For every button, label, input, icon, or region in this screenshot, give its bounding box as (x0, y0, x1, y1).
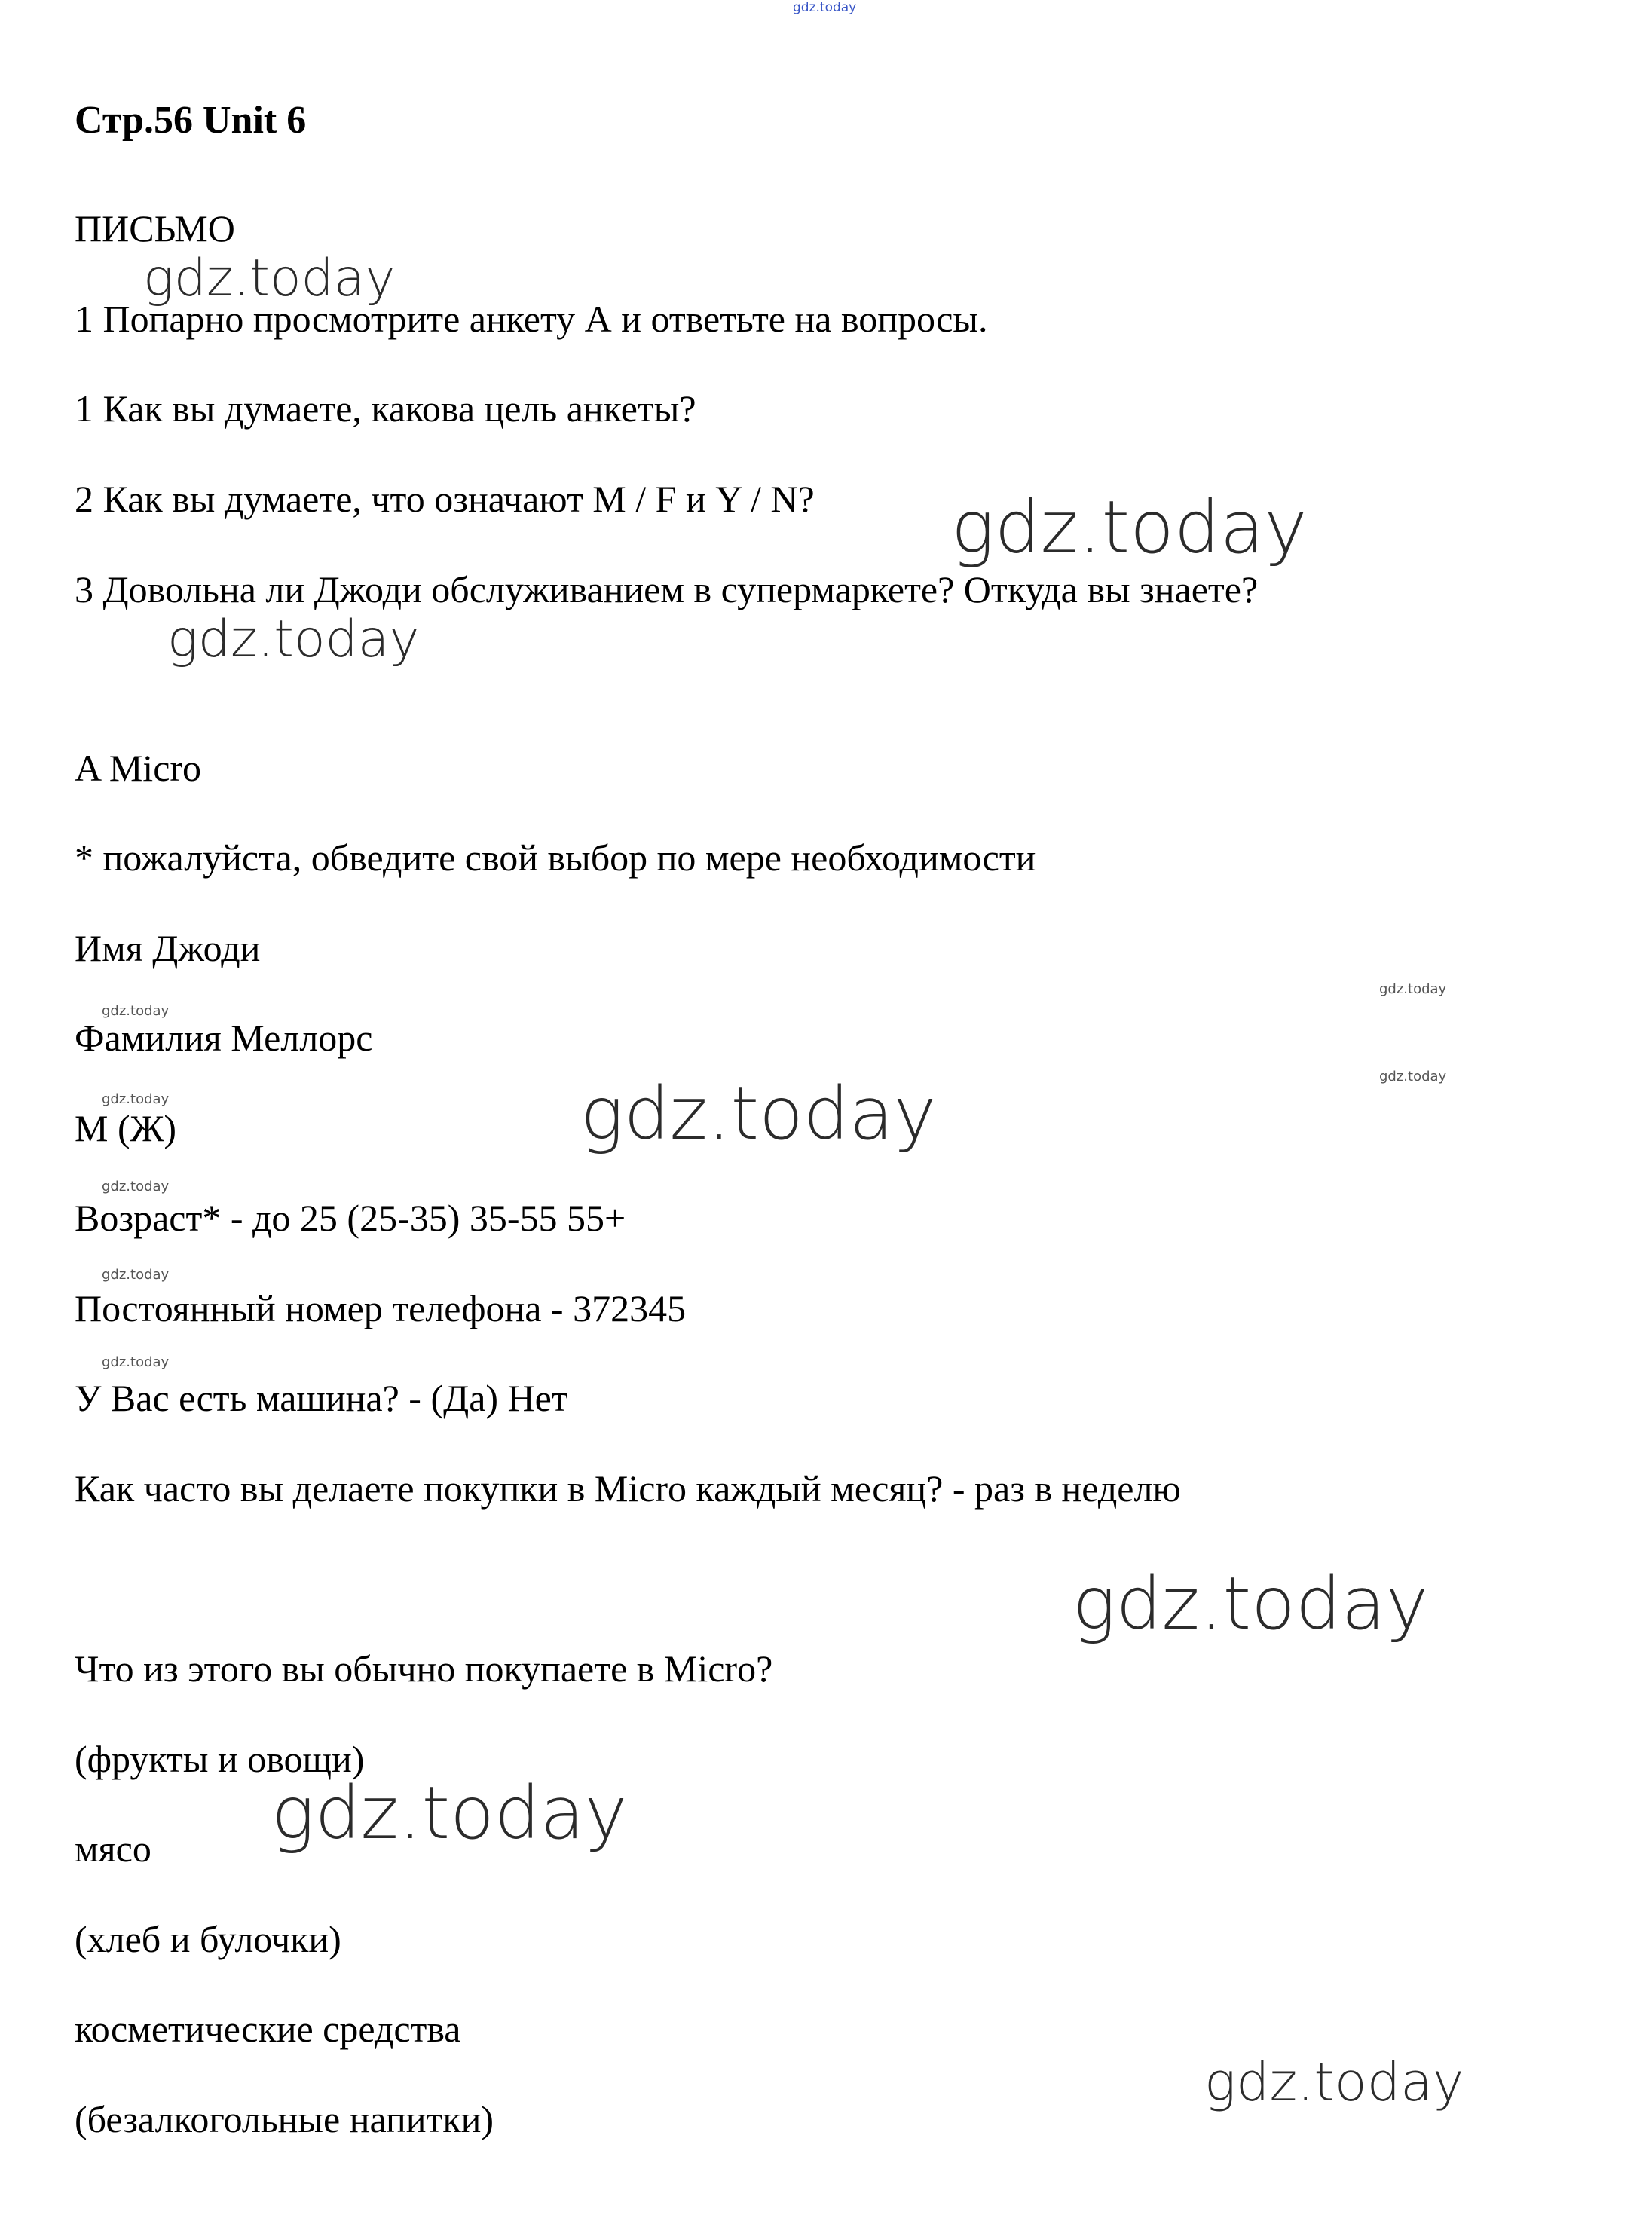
question-1: 1 Как вы думаете, какова цель анкеты? (75, 387, 696, 430)
section-heading: ПИСЬМО (75, 207, 235, 249)
form-gender: M (Ж) (75, 1107, 177, 1149)
watermark: gdz.today (580, 1072, 937, 1156)
form-surname: Фамилия Меллорс (75, 1017, 373, 1059)
purchase-item: (безалкогольные напитки) (75, 2098, 494, 2140)
watermark: gdz.today (793, 0, 857, 15)
watermark: gdz.today (167, 610, 420, 669)
purchase-item: (хлеб и булочки) (75, 1918, 341, 1960)
form-frequency: Как часто вы делаете покупки в Micro каждый месяц? - раз в неделю (75, 1467, 1181, 1510)
watermark: gdz.today (102, 1003, 170, 1019)
watermark: gdz.today (102, 1091, 170, 1107)
page-title: Стр.56 Unit 6 (75, 99, 307, 142)
purchase-item: косметические средства (75, 2008, 461, 2050)
question-3: 3 Довольна ли Джоди обслуживанием в супермаркете? Откуда вы знаете? (75, 568, 1259, 610)
watermark: gdz.today (1204, 2051, 1464, 2113)
watermark: gdz.today (951, 485, 1308, 570)
task-instruction: 1 Попарно просмотрите анкету А и ответьте на вопросы. (75, 298, 988, 340)
watermark: gdz.today (102, 1267, 170, 1283)
question-2: 2 Как вы думаете, что означают M / F и Y / N? (75, 478, 815, 520)
form-note: * пожалуйста, обведите свой выбор по мере необходимости (75, 837, 1036, 879)
watermark: gdz.today (1379, 981, 1447, 997)
watermark: gdz.today (102, 1179, 170, 1195)
purchase-item: (фрукты и овощи) (75, 1738, 365, 1780)
watermark: gdz.today (1072, 1562, 1429, 1646)
watermark: gdz.today (102, 1354, 170, 1370)
form-car: У Вас есть машина? - (Да) Нет (75, 1377, 568, 1419)
form-first-name: Имя Джоди (75, 927, 261, 969)
form-heading: A Micro (75, 747, 202, 789)
form-phone: Постоянный номер телефона - 372345 (75, 1287, 687, 1329)
watermark: gdz.today (143, 249, 396, 308)
watermark: gdz.today (271, 1771, 628, 1855)
form-purchases-question: Что из этого вы обычно покупаете в Micro? (75, 1647, 773, 1690)
purchase-item: мясо (75, 1828, 151, 1870)
watermark: gdz.today (1379, 1069, 1447, 1084)
form-age: Возраст* - до 25 (25-35) 35-55 55+ (75, 1197, 626, 1239)
